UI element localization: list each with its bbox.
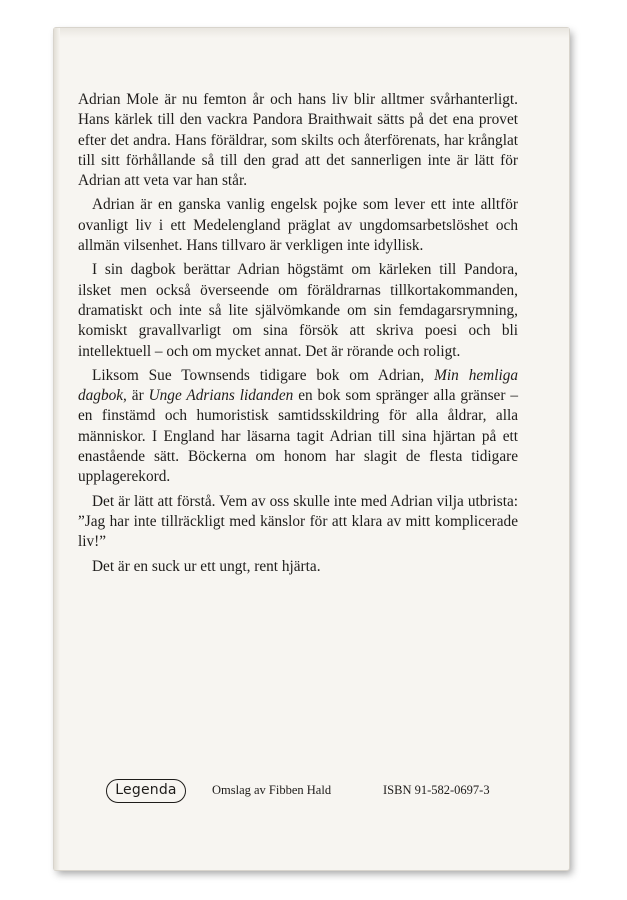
book-title-unge-adrians-lidanden: Unge Adrians lidanden — [148, 387, 294, 405]
back-cover-footer — [54, 775, 569, 807]
blurb-paragraph-4-rest: en bok som spränger alla gränser – en finstämd och humoristisk samtidsskildring för alla åldrar, alla människor. I England har läsarna tagit Adrian till sina hjärtan på ett enastående sätt. Böckerna om honom har slagit de flesta tidigare upplagerekord. — [78, 387, 519, 486]
blurb-paragraph-4-lead: Liksom Sue Townsends tidigare bok om Adrian, — [92, 366, 435, 384]
blurb-paragraph-2: Adrian är en ganska vanlig engelsk pojke som lever ett inte alltför ovanligt liv i ett Medelengland präglat av ungdomsarbetslöshet och allmän vilsenhet. Hans tillvaro är verkligen inte idyllisk. — [78, 196, 518, 255]
publisher-logo: Legenda — [106, 779, 186, 803]
blurb-paragraph-4-mid: , är — [123, 387, 149, 405]
book-title-min-hemliga-dagbok: Min hemliga dagbok — [78, 366, 519, 405]
blurb-paragraph-4 — [78, 366, 518, 488]
blurb-text — [78, 90, 518, 581]
isbn: ISBN 91-582-0697-3 — [383, 783, 490, 797]
blurb-paragraph-1: Adrian Mole är nu femton år och hans liv blir alltmer svårhanterligt. Hans kärlek till den vackra Pandora Braithwait sätts på det ena provet efter det andra. Hans föräldrar, som skilts och återförenats, har krånglat till sitt förhållande så till den grad att det sannerligen inte är lätt för Adrian att veta var han står. — [78, 91, 518, 190]
cover-credit: Omslag av Fibben Hald — [212, 783, 332, 797]
blurb-paragraph-3: I sin dagbok berättar Adrian högstämt om kärleken till Pandora, ilsket men också överseende om föräldrarnas tillkortakommanden, dramatiskt och inte så lite självömkande om sin femdagarsrymning, komiskt gravallvarligt om sina försök att skriva poesi och bli intellektuell – och om mycket annat. Det är rörande och roligt. — [78, 261, 518, 360]
blurb-paragraph-5: Det är lätt att förstå. Vem av oss skulle inte med Adrian vilja utbrista: ”Jag har inte tillräckligt med känslor för att klara av mitt komplicerade liv!” — [78, 492, 518, 551]
blurb-paragraph-6: Det är en suck ur ett ungt, rent hjärta. — [92, 557, 321, 575]
